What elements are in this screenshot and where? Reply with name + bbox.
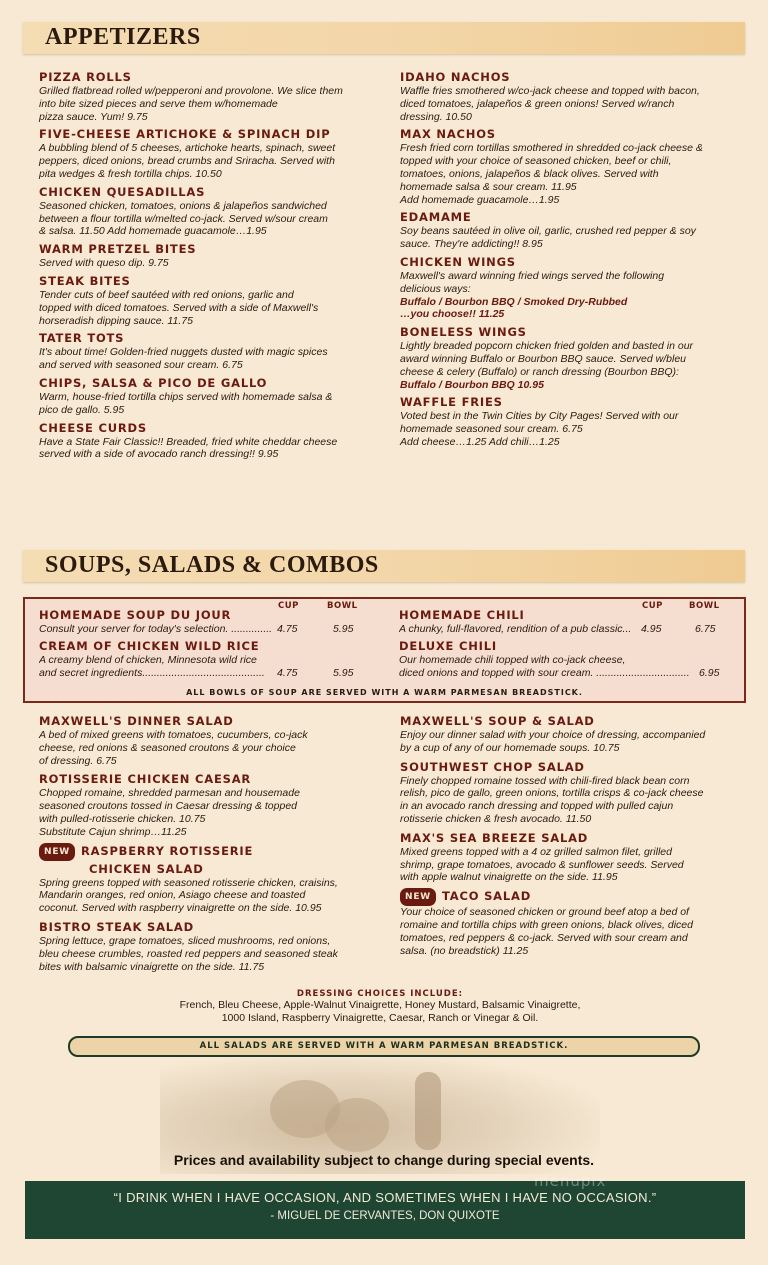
menu-item-description: in an avocado ranch dressing and topped with pulled cajun — [400, 800, 674, 813]
menu-item — [39, 420, 369, 462]
watermark-logo: menupix — [534, 1172, 607, 1190]
cup-header-right: CUP — [642, 601, 663, 611]
menu-item-description: homemade seasoned sour cream. 6.75 — [400, 423, 583, 436]
menu-item-title: BONELESS WINGS — [400, 325, 527, 340]
dressing-title: DRESSING CHOICES INCLUDE: — [296, 989, 464, 999]
menu-item-description: Spring lettuce, grape tomatoes, sliced mushrooms, red onions, — [39, 934, 331, 947]
menu-item-description: Seasoned chicken, tomatoes, onions & jalapeños sandwiched — [39, 199, 327, 212]
menu-item — [39, 919, 369, 973]
quote-bar — [25, 1181, 745, 1239]
soup-item-description: diced onions and topped with sour cream. ................................ — [399, 666, 690, 679]
soup-item — [399, 638, 734, 680]
menu-item-description: by a cup of any of our homemade soups. 10.75 — [400, 741, 620, 754]
menu-item-name — [400, 759, 730, 775]
menu-item-description: Served with queso dip. 9.75 — [39, 257, 169, 270]
appetizers-left-column — [39, 69, 369, 464]
menu-item-title: SOUTHWEST CHOP SALAD — [400, 759, 585, 774]
cup-price: 4.75 — [277, 623, 298, 635]
soups-right — [399, 607, 734, 681]
menu-item-description: Finely chopped romaine tossed with chili-fired black bean corn — [400, 774, 690, 787]
cup-price: 4.95 — [641, 623, 662, 635]
menu-item-description: Add homemade guacamole…1.95 — [400, 193, 560, 206]
menu-item — [400, 888, 730, 957]
menu-item-description: Soy beans sautéed in olive oil, garlic, crushed red pepper & soy — [400, 225, 696, 238]
menu-item-description: bites with balsamic vinaigrette on the side. 11.75 — [39, 960, 265, 973]
menu-item-description: coconut. Served with raspberry vinaigrette on the side. 10.95 — [39, 902, 322, 915]
soup-item-description: Consult your server for today's selection. .............. — [39, 623, 273, 635]
salads-left-column — [39, 713, 369, 977]
menu-item-description: Chopped romaine, shredded parmesan and housemade — [39, 787, 300, 800]
menu-item-description: of dressing. 6.75 — [39, 754, 117, 767]
bowl-header-left: BOWL — [327, 601, 358, 611]
menu-item-description: tomatoes, onions, jalapeños & black olives. Served with — [400, 167, 659, 180]
bowl-price: 5.95 — [333, 623, 354, 635]
menu-item-description: seasoned croutons tossed in Caesar dressing & topped — [39, 800, 297, 813]
menu-item-description: pizza sauce. Yum! 9.75 — [39, 110, 148, 123]
menu-item-description: Tender cuts of beef sautéed with red onions, garlic and — [39, 288, 294, 301]
barrel-image — [325, 1098, 389, 1152]
item-price: 6.95 — [699, 666, 720, 679]
menu-item-description: pita wedges & fresh tortilla chips. 10.50 — [39, 167, 222, 180]
menu-item-description: dressing. 10.50 — [400, 110, 472, 123]
soup-box — [23, 597, 746, 703]
menu-item — [400, 830, 730, 884]
menu-item — [39, 713, 369, 767]
appetizers-banner — [23, 22, 745, 54]
menu-item-description: cheese, red onions & seasoned croutons & your choice — [39, 741, 296, 754]
menu-item-description: Lightly breaded popcorn chicken fried golden and basted in our — [400, 340, 694, 353]
menu-item-description: between a flour tortilla w/melted co-jack. Served w/sour cream — [39, 212, 328, 225]
menu-item-description: with pulled-rotisserie chicken. 10.75 — [39, 812, 206, 825]
menu-item-description: Your choice of seasoned chicken or ground beef atop a bed of — [400, 906, 689, 919]
menu-item-description: Mixed greens topped with a 4 oz grilled salmon filet, grilled — [400, 845, 672, 858]
menu-item — [400, 759, 730, 826]
soups-left — [39, 607, 379, 681]
menu-item-title: CHICKEN WINGS — [400, 254, 516, 269]
menu-item-name — [39, 919, 369, 935]
menu-item-title: CHEESE CURDS — [39, 420, 147, 435]
menu-item-description: romaine and tortilla chips with green onions, black olives, diced — [400, 918, 693, 931]
menu-item-description: Grilled flatbread rolled w/pepperoni and provolone. We slice them — [39, 85, 343, 97]
menu-item-title: FIVE-CHEESE ARTICHOKE & SPINACH DIP — [39, 127, 331, 142]
bowl-price: 5.95 — [333, 666, 354, 679]
menu-item-description: Fresh fried corn tortillas smothered in shredded co-jack cheese & — [400, 142, 703, 155]
menu-item-description: A bed of mixed greens with tomatoes, cucumbers, co-jack — [39, 729, 308, 741]
menu-item-title: RASPBERRY ROTISSERIE — [81, 843, 254, 858]
menu-item-description: peppers, diced onions, bread crumbs and Sriracha. Served with — [39, 155, 335, 168]
soup-item-description: Our homemade chili topped with co-jack cheese, — [399, 653, 626, 666]
new-badge: NEW — [400, 888, 436, 906]
menu-item-options: Buffalo / Bourbon BBQ / Smoked Dry-Rubbed — [400, 295, 628, 308]
menu-item — [400, 209, 730, 251]
new-badge: NEW — [39, 843, 75, 861]
menu-item-description: Waffle fries smothered w/co-jack cheese and topped with bacon, — [400, 85, 700, 97]
menu-item-name — [400, 713, 730, 729]
menu-item-name — [39, 273, 369, 289]
quote-text: “I DRINK WHEN I HAVE OCCASION, AND SOMETIMES WHEN I HAVE NO OCCASION.” — [113, 1190, 657, 1205]
menu-item-title: CHIPS, SALSA & PICO DE GALLO — [39, 375, 268, 390]
menu-item-description: Enjoy our dinner salad with your choice of dressing, accompanied — [400, 729, 706, 741]
menu-item — [39, 273, 369, 327]
menu-item — [39, 184, 369, 238]
menu-item-name — [400, 126, 730, 142]
menu-item — [39, 771, 369, 838]
menu-item-description: salsa. (no breadstick) 11.25 — [400, 944, 529, 957]
menu-item-description: into bite sized pieces and serve them w/homemade — [39, 97, 278, 110]
bowl-price: 6.75 — [695, 623, 716, 635]
menu-item-name-line2: CHICKEN SALAD — [89, 861, 204, 876]
cup-header-left: CUP — [278, 601, 299, 611]
bowl-header-right: BOWL — [689, 601, 720, 611]
salads-right-column — [400, 713, 730, 961]
menu-item-description: topped with your choice of seasoned chicken, beef or chili, — [400, 155, 672, 168]
menu-item — [39, 69, 369, 123]
menu-item — [400, 69, 730, 123]
menu-item — [39, 375, 369, 417]
menu-item-title: STEAK BITES — [39, 273, 131, 288]
menu-item-description: horseradish dipping sauce. 11.75 — [39, 314, 193, 327]
menu-item-description: A bubbling blend of 5 cheeses, artichoke hearts, spinach, sweet — [39, 142, 336, 155]
menu-item-name — [39, 330, 369, 346]
menu-item-name — [39, 771, 369, 787]
soup-item-description: and secret ingredients.......................................... — [39, 666, 265, 679]
menu-item — [39, 843, 369, 915]
menu-item-title: ROTISSERIE CHICKEN CAESAR — [39, 772, 252, 787]
menu-item-description: Mandarin oranges, red onion, Asiago cheese and toasted — [39, 889, 306, 902]
menu-item-title: WAFFLE FRIES — [400, 395, 503, 410]
menu-item-description: pico de gallo. 5.95 — [39, 403, 125, 416]
menu-item-title: BISTRO STEAK SALAD — [39, 919, 194, 934]
menu-item-name — [39, 843, 369, 861]
menu-item-name — [400, 394, 730, 410]
soup-item-description: A chunky, full-flavored, rendition of a pub classic... — [399, 623, 632, 635]
menu-item-description: relish, pico de gallo, green onions, tortilla crisps & co-jack cheese — [400, 787, 704, 800]
menu-item-title: MAX NACHOS — [400, 127, 496, 142]
soups-banner — [23, 550, 745, 582]
menu-item-title: EDAMAME — [400, 210, 472, 225]
soup-item-name: DELUXE CHILI — [399, 638, 497, 653]
menu-item-description: bleu cheese crumbles, roasted red peppers and seasoned steak — [39, 947, 338, 960]
menu-item-description: Voted best in the Twin Cities by City Pages! Served with our — [400, 410, 679, 423]
salad-breadstick-note: ALL SALADS ARE SERVED WITH A WARM PARMESAN BREADSTICK. — [68, 1036, 700, 1057]
menu-item-title: TACO SALAD — [442, 889, 532, 904]
appetizers-right-column — [400, 69, 730, 452]
dressing-line-1: French, Bleu Cheese, Apple-Walnut Vinaigrette, Honey Mustard, Balsamic Vinaigrette, — [179, 999, 581, 1011]
soup-item-name: HOMEMADE CHILI — [399, 608, 525, 622]
menu-item-name — [400, 209, 730, 225]
menu-item-description: rotisserie chicken & fresh avocado. 11.50 — [400, 812, 592, 825]
menu-item-description: Warm, house-fried tortilla chips served with homemade salsa & — [39, 390, 333, 403]
special-events-note: Prices and availability subject to change during special events. — [173, 1152, 595, 1168]
menu-item-title: MAXWELL'S DINNER SALAD — [39, 714, 234, 728]
menu-item-name — [39, 184, 369, 200]
menu-item-name — [400, 888, 730, 906]
menu-item-description: Add cheese…1.25 Add chili…1.25 — [400, 435, 560, 448]
menu-item-title: TATER TOTS — [39, 331, 125, 346]
menu-item — [39, 126, 369, 180]
menu-item-description: shrimp, grape tomatoes, avocado & sunflower seeds. Served — [400, 858, 684, 871]
soup-item-description: A creamy blend of chicken, Minnesota wild rice — [39, 653, 257, 666]
menu-item-name — [400, 69, 730, 85]
menu-item-options: Buffalo / Bourbon BBQ 10.95 — [400, 378, 544, 391]
soup-breadstick-note: ALL BOWLS OF SOUP ARE SERVED WITH A WARM PARMESAN BREADSTICK. — [186, 688, 583, 697]
menu-item-description: served with a side of avocado ranch dressing!! 9.95 — [39, 448, 279, 461]
menu-item-description: tomatoes, red peppers & co-jack. Served with sour cream and — [400, 931, 688, 944]
menu-item-description: & salsa. 11.50 Add homemade guacamole…1.95 — [39, 225, 267, 238]
menu-item-name — [39, 420, 369, 436]
soup-item-name: CREAM OF CHICKEN WILD RICE — [39, 638, 260, 653]
menu-item-description: homemade salsa & sour cream. 11.95 — [400, 180, 577, 193]
soup-item — [39, 638, 379, 680]
menu-item — [39, 241, 369, 270]
menu-item-name — [400, 254, 730, 270]
menu-item — [400, 126, 730, 206]
menu-item — [400, 394, 730, 448]
menu-item-description: delicious ways: — [400, 282, 471, 295]
dressing-line-2: 1000 Island, Raspberry Vinaigrette, Caesar, Ranch or Vinegar & Oil. — [221, 1011, 539, 1024]
menu-item-description: with apple walnut vinaigrette on the side. 11.95 — [400, 871, 618, 884]
menu-item-name — [39, 713, 369, 729]
menu-item-description: It's about time! Golden-fried nuggets dusted with magic spices — [39, 346, 328, 359]
menu-item-description: and served with seasoned sour cream. 6.75 — [39, 359, 243, 372]
menu-item-name — [39, 375, 369, 391]
dressing-choices — [130, 989, 630, 1025]
soups-title: SOUPS, SALADS & COMBOS — [45, 552, 379, 578]
menu-item-description: Maxwell's award winning fried wings served the following — [400, 269, 665, 282]
menu-item-description: sauce. They're addicting!! 8.95 — [400, 238, 543, 251]
menu-item-description: award winning Buffalo or Bourbon BBQ sauce. Served w/bleu — [400, 352, 686, 365]
soup-item-name: HOMEMADE SOUP DU JOUR — [39, 608, 232, 622]
menu-item-title: MAXWELL'S SOUP & SALAD — [400, 714, 595, 728]
menu-item-description: topped with diced tomatoes. Served with a side of Maxwell's — [39, 301, 319, 314]
menu-item — [39, 330, 369, 372]
menu-item-title: PIZZA ROLLS — [39, 70, 132, 84]
appetizers-title: APPETIZERS — [45, 24, 201, 50]
quote-attribution: - MIGUEL DE CERVANTES, DON QUIXOTE — [270, 1210, 500, 1222]
menu-item — [400, 713, 730, 755]
menu-item-description: diced tomatoes, jalapeños & green onions! Served w/ranch — [400, 97, 675, 110]
menu-item-name — [39, 69, 369, 85]
menu-item-title: WARM PRETZEL BITES — [39, 242, 197, 257]
menu-item-title: CHICKEN QUESADILLAS — [39, 184, 206, 199]
menu-item-name — [400, 324, 730, 340]
menu-item-description: Have a State Fair Classic!! Breaded, fried white cheddar cheese — [39, 435, 338, 448]
menu-item — [400, 254, 730, 321]
menu-item-name — [400, 830, 730, 846]
menu-item — [400, 324, 730, 391]
menu-item-description: Substitute Cajun shrimp…11.25 — [39, 825, 187, 838]
menu-item-name — [39, 126, 369, 142]
soup-item — [399, 607, 734, 636]
soup-item — [39, 607, 379, 636]
figure-image — [415, 1072, 441, 1150]
menu-item-title: MAX'S SEA BREEZE SALAD — [400, 830, 589, 845]
menu-item-options: …you choose!! 11.25 — [400, 308, 505, 321]
cup-price: 4.75 — [277, 666, 298, 679]
menu-item-name — [39, 241, 369, 257]
menu-item-title: IDAHO NACHOS — [400, 70, 511, 84]
menu-item-description: Spring greens topped with seasoned rotisserie chicken, craisins, — [39, 876, 338, 889]
menu-item-description: cheese & celery (Buffalo) or ranch dressing (Bourbon BBQ): — [400, 365, 679, 378]
